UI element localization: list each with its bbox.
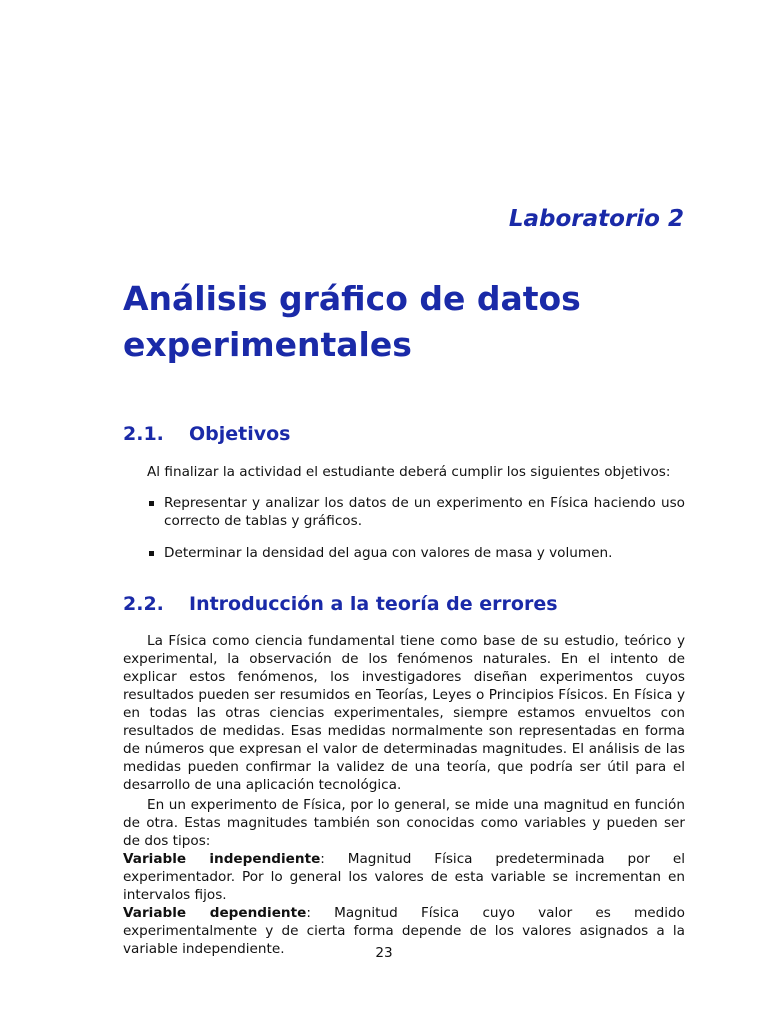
definition-independent bbox=[123, 850, 685, 904]
chapter-title: Análisis gráfico de datos experimentales bbox=[123, 279, 581, 364]
definition-term: Variable dependiente bbox=[123, 905, 307, 921]
paragraph-text: En un experimento de Física, por lo general, se mide una magnitud en función de otra. Estas magnitudes también son conocidas como variables y pueden ser de dos tipos: bbox=[123, 797, 685, 849]
bullet-square-icon bbox=[149, 551, 154, 556]
objectives-list bbox=[147, 494, 685, 562]
paragraph bbox=[123, 632, 685, 794]
section-heading-objetivos bbox=[123, 423, 291, 445]
definition-text: : Magnitud Física cuyo valor es medido experimentalmente y de cierta forma depende de los valores asignados a la variable independiente. bbox=[123, 905, 685, 957]
section-heading-introduccion bbox=[123, 593, 558, 615]
list-item bbox=[147, 494, 685, 530]
bullet-square-icon bbox=[149, 501, 154, 506]
section-title: Objetivos bbox=[189, 423, 291, 445]
paragraph-text: La Física como ciencia fundamental tiene como base de su estudio, teórico y experimental, la observación de los fenómenos naturales. En el intento de explicar estos fenómenos, los investigadores diseñan experimentos cuyos resultados pueden ser resumidos en Teorías, Leyes o Principios Físicos. En Física y en todas las otras ciencias experimentales, siempre estamos envueltos con resultados de medidas. Esas medidas normalmente son representadas en forma de números que expresan el valor de determinadas magnitudes. El análisis de las medidas pueden confirmar la validez de una teoría, que podría ser útil para el desarrollo de una aplicación tecnológica. bbox=[123, 633, 685, 793]
definition-term: Variable independiente bbox=[123, 851, 321, 867]
section-title: Introducción a la teoría de errores bbox=[189, 593, 558, 615]
page-number: 23 bbox=[375, 945, 393, 961]
chapter-label: Laboratorio 2 bbox=[508, 206, 684, 232]
list-item-text: Determinar la densidad del agua con valores de masa y volumen. bbox=[164, 545, 613, 561]
objectives-intro: Al finalizar la actividad el estudiante deberá cumplir los siguientes objetivos: bbox=[147, 464, 671, 480]
list-item-text: Representar y analizar los datos de un experimento en Física haciendo uso correcto de tablas y gráficos. bbox=[164, 495, 685, 529]
section-number: 2.1. bbox=[123, 423, 164, 445]
paragraph-group bbox=[123, 796, 685, 958]
list-item bbox=[147, 544, 685, 562]
section-number: 2.2. bbox=[123, 593, 164, 615]
paragraph bbox=[123, 796, 685, 850]
definition-text: : Magnitud Física predeterminada por el experimentador. Por lo general los valores de esta variable se incrementan en intervalos fijos. bbox=[123, 851, 686, 903]
